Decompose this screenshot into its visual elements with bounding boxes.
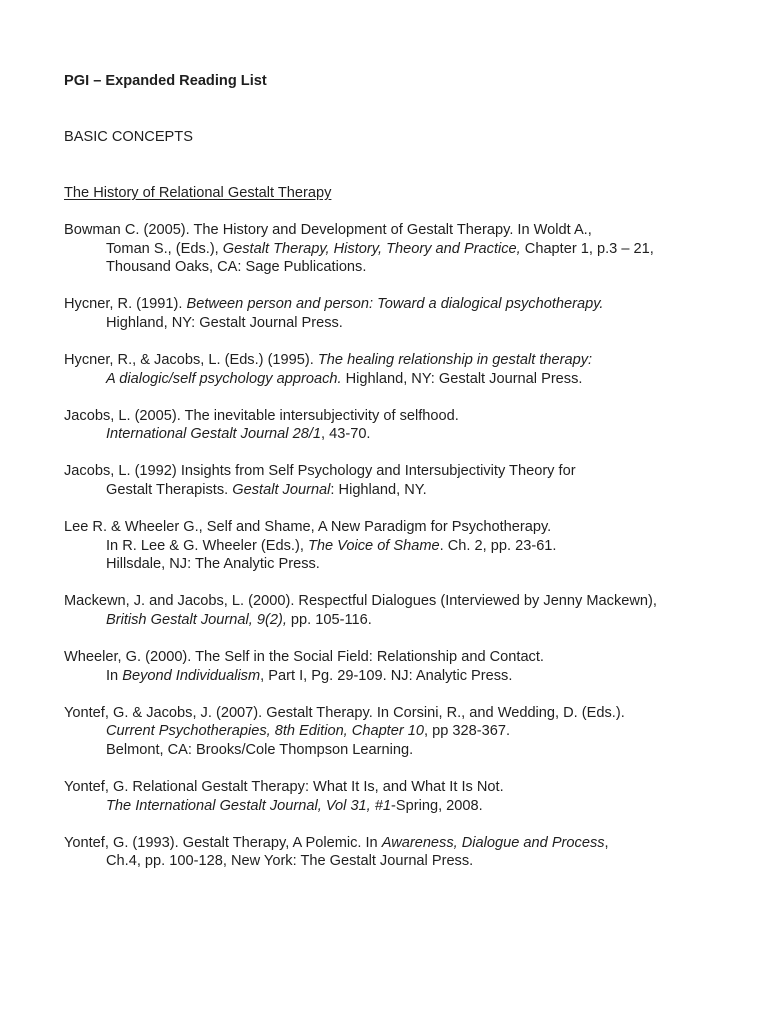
reference-line <box>64 221 744 240</box>
reference-text: Gestalt Therapists. <box>106 481 233 498</box>
reference-line <box>64 778 744 797</box>
reference-entry <box>64 462 744 499</box>
reference-italic-text: Between person and person: Toward a dialogical psychotherapy. <box>186 296 604 313</box>
reference-line <box>64 592 744 611</box>
reference-line <box>64 462 744 481</box>
reference-text: , pp 328-367. <box>424 723 511 740</box>
reference-text: Jacobs, L. (2005). The inevitable intersubjectivity of selfhood. <box>64 407 459 424</box>
reference-text: , 43-70. <box>321 426 371 443</box>
reference-text: Hycner, R., & Jacobs, L. (Eds.) (1995). <box>64 351 318 368</box>
reference-line <box>64 370 744 389</box>
reference-line <box>64 852 744 871</box>
reference-text: Jacobs, L. (1992) Insights from Self Psychology and Intersubjectivity Theory for <box>64 463 576 480</box>
reference-text: Yontef, G. & Jacobs, J. (2007). Gestalt Therapy. In Corsini, R., and Wedding, D. (Eds.). <box>64 704 625 721</box>
reference-text: Thousand Oaks, CA: Sage Publications. <box>106 259 367 276</box>
reference-entry <box>64 295 744 332</box>
reference-entry <box>64 834 744 871</box>
reference-line <box>64 425 744 444</box>
section-heading: BASIC CONCEPTS <box>64 129 193 145</box>
reference-entry <box>64 221 744 277</box>
reference-line <box>64 648 744 667</box>
reference-line <box>64 295 744 314</box>
reference-text: Hillsdale, NJ: The Analytic Press. <box>106 556 320 573</box>
reference-italic-text: The Voice of Shame <box>307 537 440 554</box>
reference-line <box>64 555 744 574</box>
reference-list <box>64 221 744 871</box>
reference-text: Highland, NY: Gestalt Journal Press. <box>341 370 583 387</box>
reference-line <box>64 704 744 723</box>
reference-line <box>64 351 744 370</box>
reference-line <box>64 518 744 537</box>
reference-italic-text: Awareness, Dialogue and Process <box>381 834 605 851</box>
reference-italic-text: International Gestalt Journal 28/1 <box>106 426 321 443</box>
reference-line <box>64 240 744 259</box>
reference-line <box>64 834 744 853</box>
reference-italic-text: The International Gestalt Journal, Vol 31, #1 <box>106 797 392 814</box>
reference-text: Bowman C. (2005). The History and Development of Gestalt Therapy. In Woldt A., <box>64 222 592 238</box>
reference-italic-text: Gestalt Therapy, History, Theory and Practice, <box>222 240 521 257</box>
reference-entry <box>64 518 744 574</box>
reference-entry <box>64 351 744 388</box>
reference-line <box>64 741 744 760</box>
reference-text: Chapter 1, p.3 – 21, <box>520 240 654 257</box>
reference-text: Ch.4, pp. 100-128, New York: The Gestalt Journal Press. <box>106 853 474 870</box>
reference-line <box>64 481 744 500</box>
reference-entry <box>64 704 744 760</box>
reference-entry <box>64 407 744 444</box>
reference-line <box>64 611 744 630</box>
reference-line <box>64 537 744 556</box>
reference-text: Toman S., (Eds.), <box>106 240 223 257</box>
subsection-heading <box>64 184 744 203</box>
reference-text: . Ch. 2, pp. 23-61. <box>439 537 557 554</box>
document-title: PGI – Expanded Reading List <box>64 73 267 89</box>
reference-text: Hycner, R. (1991). <box>64 296 187 313</box>
reference-line <box>64 258 744 277</box>
reference-italic-text: Gestalt Journal <box>232 481 331 498</box>
reference-text: Lee R. & Wheeler G., Self and Shame, A New Paradigm for Psychotherapy. <box>64 519 552 536</box>
reference-text: : Highland, NY. <box>330 481 427 498</box>
reference-italic-text: Beyond Individualism <box>122 667 261 684</box>
reference-line <box>64 797 744 816</box>
reference-italic-text: British Gestalt Journal, 9(2), <box>106 611 287 628</box>
subsection-heading-text: The History of Relational Gestalt Therapy <box>64 185 332 201</box>
reference-line <box>64 314 744 333</box>
reference-text: Yontef, G. (1993). Gestalt Therapy, A Polemic. In <box>64 834 382 851</box>
reference-text: Yontef, G. Relational Gestalt Therapy: What It Is, and What It Is Not. <box>64 778 504 795</box>
reference-entry <box>64 778 744 815</box>
reference-text: In <box>106 667 123 684</box>
reference-text: Highland, NY: Gestalt Journal Press. <box>106 314 343 331</box>
reference-line <box>64 667 744 686</box>
reference-italic-text: The healing relationship in gestalt therapy: <box>317 351 593 368</box>
reference-italic-text: A dialogic/self psychology approach. <box>106 370 342 387</box>
reference-text: pp. 105-116. <box>286 611 372 628</box>
reference-italic-text: Current Psychotherapies, 8th Edition, Chapter 10 <box>106 723 424 740</box>
reference-line <box>64 407 744 426</box>
reference-entry <box>64 592 744 629</box>
reference-text: , Part I, Pg. 29-109. NJ: Analytic Press. <box>260 667 513 684</box>
reference-text: -Spring, 2008. <box>391 797 483 814</box>
reference-entry <box>64 648 744 685</box>
reference-text: , <box>604 834 609 851</box>
reference-text: In R. Lee & G. Wheeler (Eds.), <box>106 537 308 554</box>
reference-text: Wheeler, G. (2000). The Self in the Social Field: Relationship and Contact. <box>64 649 544 665</box>
reference-text: Mackewn, J. and Jacobs, L. (2000). Respectful Dialogues (Interviewed by Jenny Mackewn), <box>64 593 657 610</box>
document-page <box>64 72 744 889</box>
reference-text: Belmont, CA: Brooks/Cole Thompson Learning. <box>106 741 414 758</box>
reference-line <box>64 722 744 741</box>
